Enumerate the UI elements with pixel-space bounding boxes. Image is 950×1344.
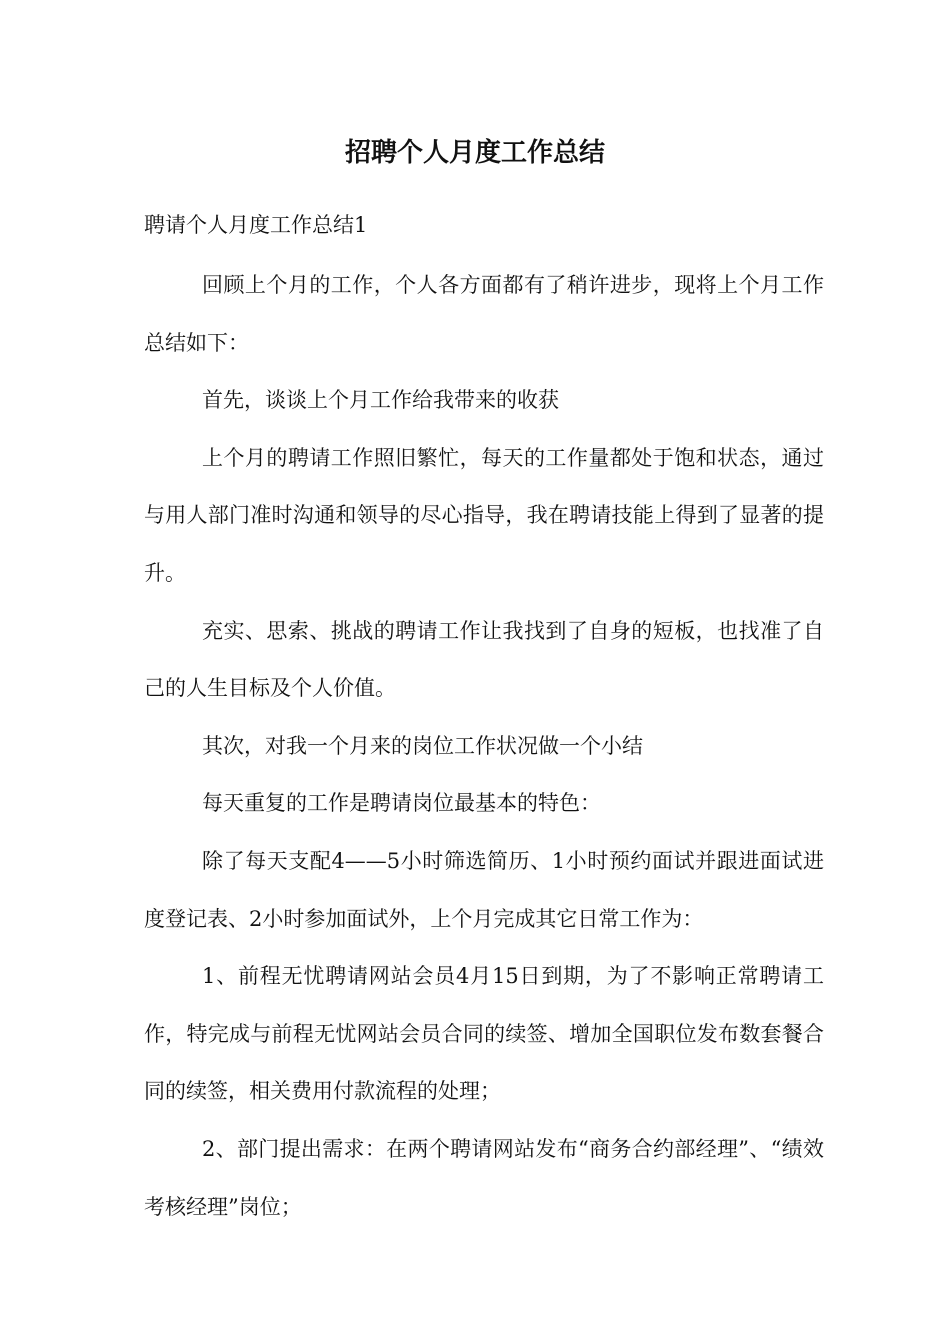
paragraph: 其次，对我一个月来的岗位工作状况做一个小结 (202, 733, 643, 758)
paragraph: 1、前程无忧聘请网站会员4月15日到期，为了不影响正常聘请工作，特完成与前程无忧网站会员合同的续签、增加全国职位发布数套餐合同的续签，相关费用付款流程的处理； (144, 964, 824, 1104)
document-title: 招聘个人月度工作总结 (344, 138, 605, 168)
paragraph: 回顾上个月的工作，个人各方面都有了稍许进步，现将上个月工作总结如下： (144, 273, 824, 355)
paragraph: 2、部门提出需求：在两个聘请网站发布“商务合约部经理”、“绩效考核经理”岗位； (144, 1136, 824, 1219)
paragraph: 除了每天支配4——5小时筛选简历、1小时预约面试并跟进面试进度登记表、2小时参加面试外，上个月完成其它日常工作为： (144, 848, 824, 931)
paragraph: 上个月的聘请工作照旧繁忙，每天的工作量都处于饱和状态，通过与用人部门准时沟通和领导的尽心指导，我在聘请技能上得到了显著的提升。 (144, 445, 824, 585)
paragraph: 充实、思索、挑战的聘请工作让我找到了自身的短板，也找准了自己的人生目标及个人价值。 (144, 618, 824, 701)
paragraph: 每天重复的工作是聘请岗位最基本的特色： (202, 791, 601, 816)
paragraph: 首先，谈谈上个月工作给我带来的收获 (202, 388, 559, 413)
section-heading: 聘请个人月度工作总结1 (144, 213, 368, 237)
document-body (144, 257, 824, 1236)
